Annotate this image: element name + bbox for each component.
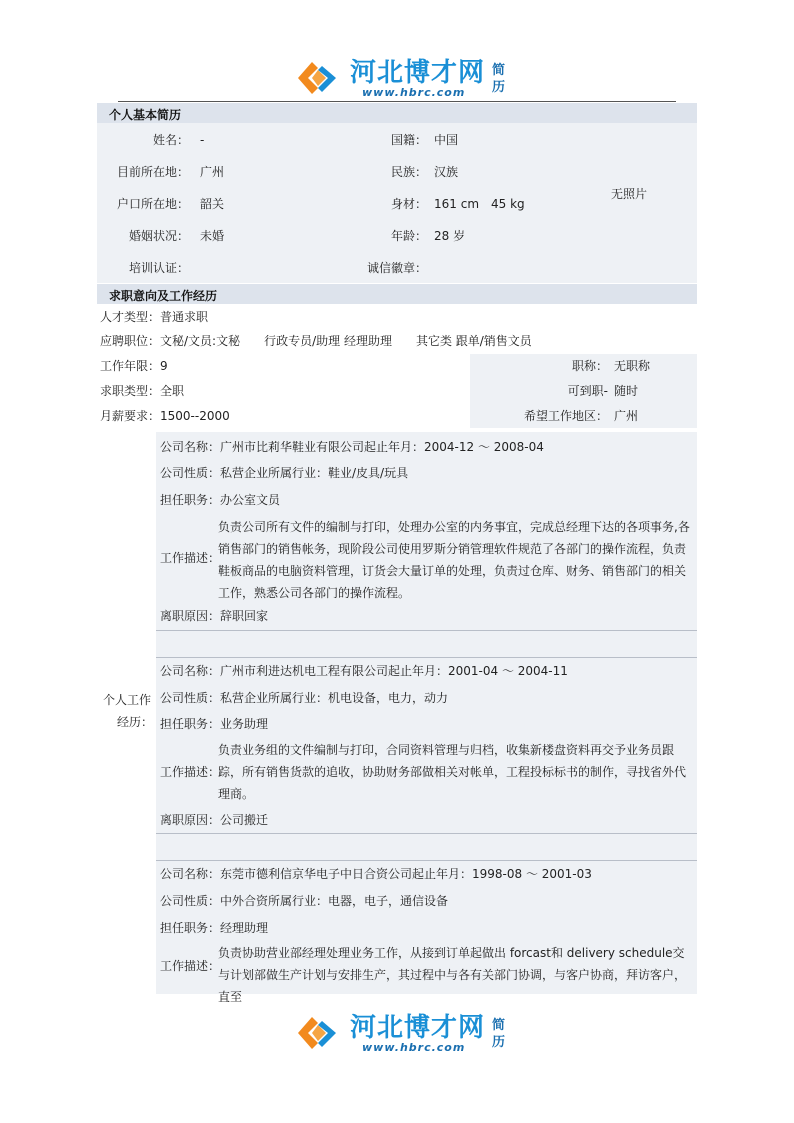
section-intent-header <box>97 284 697 304</box>
job3-role-value: 经理助理 <box>220 921 269 935</box>
divider <box>156 860 697 861</box>
job2-role-label: 担任职务： <box>160 717 221 731</box>
job1-role-label: 担任职务： <box>160 493 221 507</box>
years-value: 9 <box>160 359 168 373</box>
available-label: 可到职- <box>567 384 608 398</box>
header-rule <box>118 101 676 102</box>
nationality-label: 国籍： <box>390 133 427 147</box>
hukou-value: 韶关 <box>200 197 225 211</box>
name-value: - <box>200 133 205 147</box>
ethnicity-label: 民族： <box>390 165 427 179</box>
hukou-label: 户口所在地： <box>116 197 189 211</box>
logo-suffix: 简历 <box>492 1018 506 1050</box>
job1-leave-value: 辞职回家 <box>220 609 269 623</box>
area-label: 希望工作地区： <box>523 409 608 423</box>
available-value: 随时 <box>614 384 639 398</box>
marital-value: 未婚 <box>200 229 225 243</box>
work-label-column <box>97 432 156 994</box>
section-basic-title: 个人基本简历 <box>109 108 182 122</box>
job2-nature: 公司性质：私营企业所属行业：机电设备，电力，动力 <box>160 691 449 705</box>
badge-label: 诚信徽章： <box>366 261 427 275</box>
jobtype-row <box>97 379 697 403</box>
work-history <box>97 432 697 1004</box>
footer-logo <box>292 1013 522 1053</box>
job2-leave-value: 公司搬迁 <box>220 813 269 827</box>
divider <box>156 630 697 631</box>
logo-name: 河北博才网 <box>350 58 486 88</box>
logo-url: www.hbrc.com <box>362 1041 466 1054</box>
body-value: 161 cm 45 kg <box>434 197 525 211</box>
age-value: 28 岁 <box>434 229 466 243</box>
talent-type-label: 人才类型： <box>100 310 161 324</box>
job2-role-value: 业务助理 <box>220 717 269 731</box>
section-basic-header <box>97 103 697 123</box>
marital-label: 婚姻状况： <box>128 229 189 243</box>
jobtype-label: 求职类型： <box>100 384 161 398</box>
title-label: 职称： <box>571 359 608 373</box>
job3-desc-label: 工作描述： <box>160 959 221 973</box>
logo-name: 河北博才网 <box>350 1013 486 1043</box>
logo-url: www.hbrc.com <box>362 86 466 99</box>
site-logo <box>292 58 522 98</box>
talent-type-value: 普通求职 <box>160 310 209 324</box>
divider <box>156 657 697 658</box>
talent-type-row <box>97 305 697 329</box>
salary-label: 月薪要求： <box>100 409 161 423</box>
age-label: 年龄： <box>390 229 427 243</box>
name-label: 姓名： <box>152 133 189 147</box>
job3-role-label: 担任职务： <box>160 921 221 935</box>
position-label: 应聘职位： <box>100 334 161 348</box>
logo-mark-icon <box>292 1013 346 1053</box>
training-label: 培训认证： <box>128 261 189 275</box>
job2-desc-label: 工作描述： <box>160 765 221 779</box>
nationality-value: 中国 <box>434 133 459 147</box>
divider <box>156 833 697 834</box>
job1-leave-label: 离职原因： <box>160 609 221 623</box>
job3-company: 公司名称：东莞市德利信京华电子中日合资公司起止年月：1998-08 ～ 2001-03 <box>160 867 592 881</box>
area-value: 广州 <box>614 409 639 423</box>
logo-suffix: 简历 <box>492 63 506 95</box>
salary-value: 1500--2000 <box>160 409 230 423</box>
job1-nature: 公司性质：私营企业所属行业：鞋业/皮具/玩具 <box>160 466 409 480</box>
ethnicity-value: 汉族 <box>434 165 459 179</box>
job1-desc: 负责公司所有文件的编制与打印，处理办公室的内务事宜，完成总经理下达的各项事务,各销售部门的销售帐务，现阶段公司使用罗斯分销管理软件规范了各部门的操作流程，负责鞋板商品的电脑资料管理，订货会大量订单的处理，负责过仓库、财务、销售部门的相关工作，熟悉公司各部门的操作流程。 <box>218 520 690 600</box>
job1-company: 公司名称：广州市比莉华鞋业有限公司起止年月：2004-12 ～ 2008-04 <box>160 440 544 454</box>
job3-nature: 公司性质：中外合资所属行业：电器，电子，通信设备 <box>160 894 449 908</box>
body-label: 身材： <box>390 197 427 211</box>
title-value: 无职称 <box>614 359 651 373</box>
position-value: 文秘/文员:文秘 行政专员/助理 经理助理 其它类 跟单/销售文员 <box>160 334 532 348</box>
years-row <box>97 354 697 378</box>
job2-company: 公司名称：广州市利进达机电工程有限公司起止年月：2001-04 ～ 2004-11 <box>160 664 568 678</box>
work-label-line1: 个人工作 <box>103 693 152 707</box>
section-intent-title: 求职意向及工作经历 <box>109 289 218 303</box>
location-value: 广州 <box>200 165 225 179</box>
position-row <box>97 329 697 353</box>
job2-desc: 负责业务组的文件编制与打印，合同资料管理与归档，收集新楼盘资料再交予业务员跟踪，所有销售货款的追收，协助财务部做相关对帐单，工程投标标书的制作，寻找省外代理商。 <box>218 743 687 801</box>
job1-desc-label: 工作描述： <box>160 551 221 565</box>
years-label: 工作年限： <box>100 359 161 373</box>
job1-role-value: 办公室文员 <box>220 493 281 507</box>
photo-placeholder: 无照片 <box>611 187 648 201</box>
logo-mark-icon <box>292 58 346 98</box>
jobtype-value: 全职 <box>160 384 185 398</box>
work-label-line2: 经历： <box>117 715 154 729</box>
location-label: 目前所在地： <box>116 165 189 179</box>
job3-desc: 负责协助营业部经理处理业务工作，从接到订单起做出 forcast和 delivery schedule交与计划部做生产计划与安排生产，其过程中与各有关部门协调，与客户协商，拜访客户，直至 <box>218 946 687 1004</box>
salary-row <box>97 404 697 428</box>
basic-info-block <box>97 123 697 283</box>
job2-leave-label: 离职原因： <box>160 813 221 827</box>
